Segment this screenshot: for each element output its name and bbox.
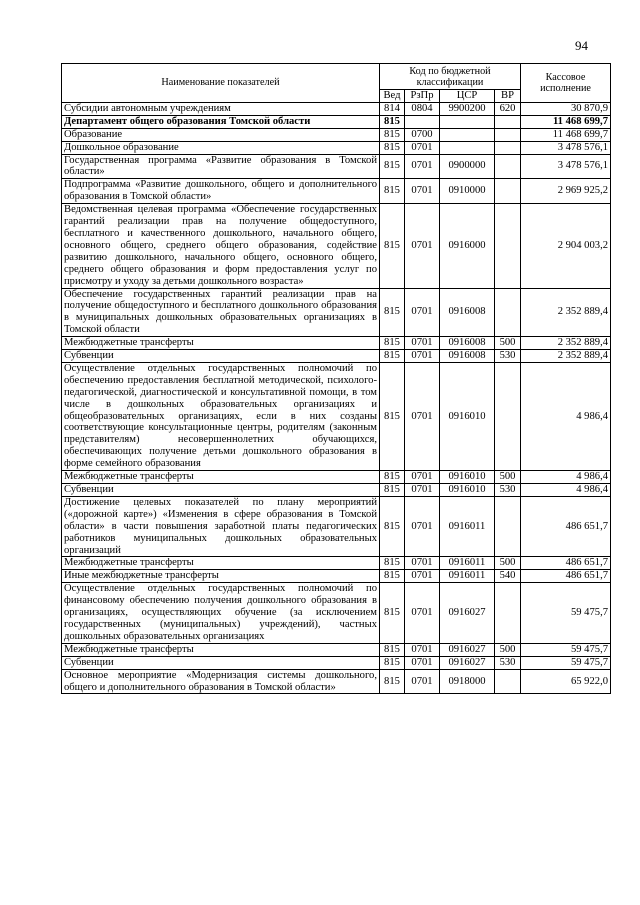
row-ved: 815 — [380, 362, 405, 470]
row-rzpr: 0701 — [405, 154, 440, 179]
row-name: Иные межбюджетные трансферты — [62, 570, 380, 583]
table-row — [62, 484, 611, 497]
row-csr: 0910000 — [440, 179, 495, 204]
row-csr: 0900000 — [440, 154, 495, 179]
row-sum: 486 651,7 — [521, 570, 611, 583]
row-name: Осуществление отдельных государственных полномочий по обеспечению предоставления бесплатной методической, психолого-педагогической, диагностической и консультативной помощи, в том числе в дошкольных образовательных организациях и общеобразовательных организациях, если в них созданы соответствующие консультационные центры, родителям (законным представителям) несовершеннолетних обучающихся, обеспечивающих получение детьми дошкольного образования в форме семейного образования — [62, 362, 380, 470]
row-rzpr: 0701 — [405, 643, 440, 656]
row-sum: 3 478 576,1 — [521, 141, 611, 154]
table-row — [62, 128, 611, 141]
row-ved: 815 — [380, 141, 405, 154]
row-ved: 815 — [380, 204, 405, 288]
table-row — [62, 471, 611, 484]
row-vr: 530 — [495, 656, 521, 669]
row-rzpr: 0701 — [405, 337, 440, 350]
table-row — [62, 362, 611, 470]
row-vr: 500 — [495, 643, 521, 656]
row-vr — [495, 288, 521, 337]
table-row — [62, 570, 611, 583]
table-row — [62, 583, 611, 644]
table-body — [62, 102, 611, 694]
row-rzpr: 0700 — [405, 128, 440, 141]
row-sum: 4 986,4 — [521, 484, 611, 497]
row-sum: 59 475,7 — [521, 643, 611, 656]
header-name: Наименование показателей — [62, 64, 380, 103]
row-sum: 59 475,7 — [521, 656, 611, 669]
row-vr — [495, 204, 521, 288]
row-ved: 815 — [380, 643, 405, 656]
budget-execution-table — [61, 63, 611, 694]
table-row — [62, 669, 611, 694]
row-csr: 0916011 — [440, 496, 495, 557]
row-ved: 815 — [380, 154, 405, 179]
row-name: Ведомственная целевая программа «Обеспечение государственных гарантий реализации прав на получение общедоступного, бесплатного и качественного дошкольного, начального общего, основного общего, среднего общего образования, содействие развитию дошкольного, начального общего, основного общего, среднего общего образования и форм предоставления услуг по присмотру и уходу за детьми дошкольного возраста» — [62, 204, 380, 288]
row-ved: 815 — [380, 669, 405, 694]
row-sum: 486 651,7 — [521, 557, 611, 570]
row-csr: 0916027 — [440, 583, 495, 644]
row-vr — [495, 154, 521, 179]
row-sum: 11 468 699,7 — [521, 115, 611, 128]
table-row — [62, 179, 611, 204]
row-csr — [440, 128, 495, 141]
row-ved: 815 — [380, 288, 405, 337]
row-rzpr: 0701 — [405, 496, 440, 557]
row-rzpr: 0701 — [405, 141, 440, 154]
row-sum: 4 986,4 — [521, 471, 611, 484]
row-rzpr: 0701 — [405, 179, 440, 204]
row-sum: 2 352 889,4 — [521, 337, 611, 350]
row-ved: 814 — [380, 102, 405, 115]
row-rzpr: 0701 — [405, 583, 440, 644]
row-ved: 815 — [380, 179, 405, 204]
row-name: Субвенции — [62, 484, 380, 497]
row-name: Межбюджетные трансферты — [62, 643, 380, 656]
row-vr — [495, 669, 521, 694]
row-name: Межбюджетные трансферты — [62, 471, 380, 484]
row-name: Подпрограмма «Развитие дошкольного, общего и дополнительного образования в Томской области» — [62, 179, 380, 204]
row-vr: 500 — [495, 337, 521, 350]
header-codes-group: Код по бюджетной классификации — [380, 64, 521, 90]
row-vr — [495, 496, 521, 557]
row-csr: 0916000 — [440, 204, 495, 288]
row-vr — [495, 115, 521, 128]
row-rzpr: 0701 — [405, 570, 440, 583]
row-rzpr: 0804 — [405, 102, 440, 115]
row-ved: 815 — [380, 570, 405, 583]
row-vr: 540 — [495, 570, 521, 583]
row-csr: 0916010 — [440, 362, 495, 470]
row-sum: 65 922,0 — [521, 669, 611, 694]
row-ved: 815 — [380, 337, 405, 350]
row-name: Основное мероприятие «Модернизация системы дошкольного, общего и дополнительного образования в Томской области» — [62, 669, 380, 694]
row-csr: 0916011 — [440, 570, 495, 583]
row-sum: 4 986,4 — [521, 362, 611, 470]
row-name: Достижение целевых показателей по плану мероприятий («дорожной карте») «Изменения в сфере образования в Томской области» в части повышения заработной платы педагогических работников муниципальных дошкольных образовательных организаций — [62, 496, 380, 557]
row-csr: 0916008 — [440, 350, 495, 363]
row-name: Осуществление отдельных государственных полномочий по финансовому обеспечению получения дошкольного образования в организациях, осуществляющих обучение (за исключением государственных (муниципальных) учреждений), частных дошкольных образовательных организациях — [62, 583, 380, 644]
header-ved: Вед — [380, 90, 405, 103]
table-row — [62, 141, 611, 154]
row-ved: 815 — [380, 656, 405, 669]
header-rzpr: РзПр — [405, 90, 440, 103]
row-ved: 815 — [380, 471, 405, 484]
row-rzpr — [405, 115, 440, 128]
row-name: Департамент общего образования Томской области — [62, 115, 380, 128]
header-vr: ВР — [495, 90, 521, 103]
row-ved: 815 — [380, 115, 405, 128]
row-name: Субвенции — [62, 350, 380, 363]
row-csr: 9900200 — [440, 102, 495, 115]
row-vr — [495, 583, 521, 644]
row-vr — [495, 179, 521, 204]
row-rzpr: 0701 — [405, 204, 440, 288]
row-ved: 815 — [380, 484, 405, 497]
table-row — [62, 643, 611, 656]
row-csr: 0916008 — [440, 288, 495, 337]
row-csr: 0916008 — [440, 337, 495, 350]
header-csr: ЦСР — [440, 90, 495, 103]
table-row — [62, 204, 611, 288]
row-vr: 530 — [495, 484, 521, 497]
row-vr: 500 — [495, 471, 521, 484]
header-sum: Кассовое исполнение — [521, 64, 611, 103]
row-name: Образование — [62, 128, 380, 141]
row-csr: 0916010 — [440, 471, 495, 484]
row-sum: 2 352 889,4 — [521, 288, 611, 337]
table-row — [62, 350, 611, 363]
row-vr: 530 — [495, 350, 521, 363]
row-rzpr: 0701 — [405, 557, 440, 570]
table-row — [62, 288, 611, 337]
row-name: Межбюджетные трансферты — [62, 557, 380, 570]
row-ved: 815 — [380, 557, 405, 570]
row-name: Государственная программа «Развитие образования в Томской области» — [62, 154, 380, 179]
table-row — [62, 102, 611, 115]
row-rzpr: 0701 — [405, 471, 440, 484]
row-name: Субсидии автономным учреждениям — [62, 102, 380, 115]
row-vr: 620 — [495, 102, 521, 115]
row-rzpr: 0701 — [405, 350, 440, 363]
row-rzpr: 0701 — [405, 362, 440, 470]
row-rzpr: 0701 — [405, 656, 440, 669]
row-sum: 2 904 003,2 — [521, 204, 611, 288]
row-vr — [495, 141, 521, 154]
row-sum: 3 478 576,1 — [521, 154, 611, 179]
row-csr: 0916011 — [440, 557, 495, 570]
row-ved: 815 — [380, 128, 405, 141]
row-ved: 815 — [380, 583, 405, 644]
page-number: 94 — [575, 38, 588, 53]
row-sum: 2 969 925,2 — [521, 179, 611, 204]
row-csr: 0918000 — [440, 669, 495, 694]
row-sum: 11 468 699,7 — [521, 128, 611, 141]
row-sum: 59 475,7 — [521, 583, 611, 644]
row-name: Субвенции — [62, 656, 380, 669]
row-rzpr: 0701 — [405, 484, 440, 497]
table-row — [62, 496, 611, 557]
row-csr — [440, 141, 495, 154]
table-row — [62, 154, 611, 179]
row-vr: 500 — [495, 557, 521, 570]
row-csr — [440, 115, 495, 128]
table-row — [62, 337, 611, 350]
table-row — [62, 656, 611, 669]
table-row — [62, 115, 611, 128]
row-ved: 815 — [380, 350, 405, 363]
row-sum: 30 870,9 — [521, 102, 611, 115]
row-csr: 0916010 — [440, 484, 495, 497]
table-row — [62, 557, 611, 570]
row-name: Дошкольное образование — [62, 141, 380, 154]
row-sum: 2 352 889,4 — [521, 350, 611, 363]
row-name: Обеспечение государственных гарантий реализации прав на получение общедоступного и бесплатного дошкольного образования в муниципальных дошкольных образовательных организациях в Томской области — [62, 288, 380, 337]
row-csr: 0916027 — [440, 656, 495, 669]
row-ved: 815 — [380, 496, 405, 557]
row-sum: 486 651,7 — [521, 496, 611, 557]
row-vr — [495, 362, 521, 470]
row-rzpr: 0701 — [405, 669, 440, 694]
row-vr — [495, 128, 521, 141]
row-csr: 0916027 — [440, 643, 495, 656]
row-name: Межбюджетные трансферты — [62, 337, 380, 350]
row-rzpr: 0701 — [405, 288, 440, 337]
